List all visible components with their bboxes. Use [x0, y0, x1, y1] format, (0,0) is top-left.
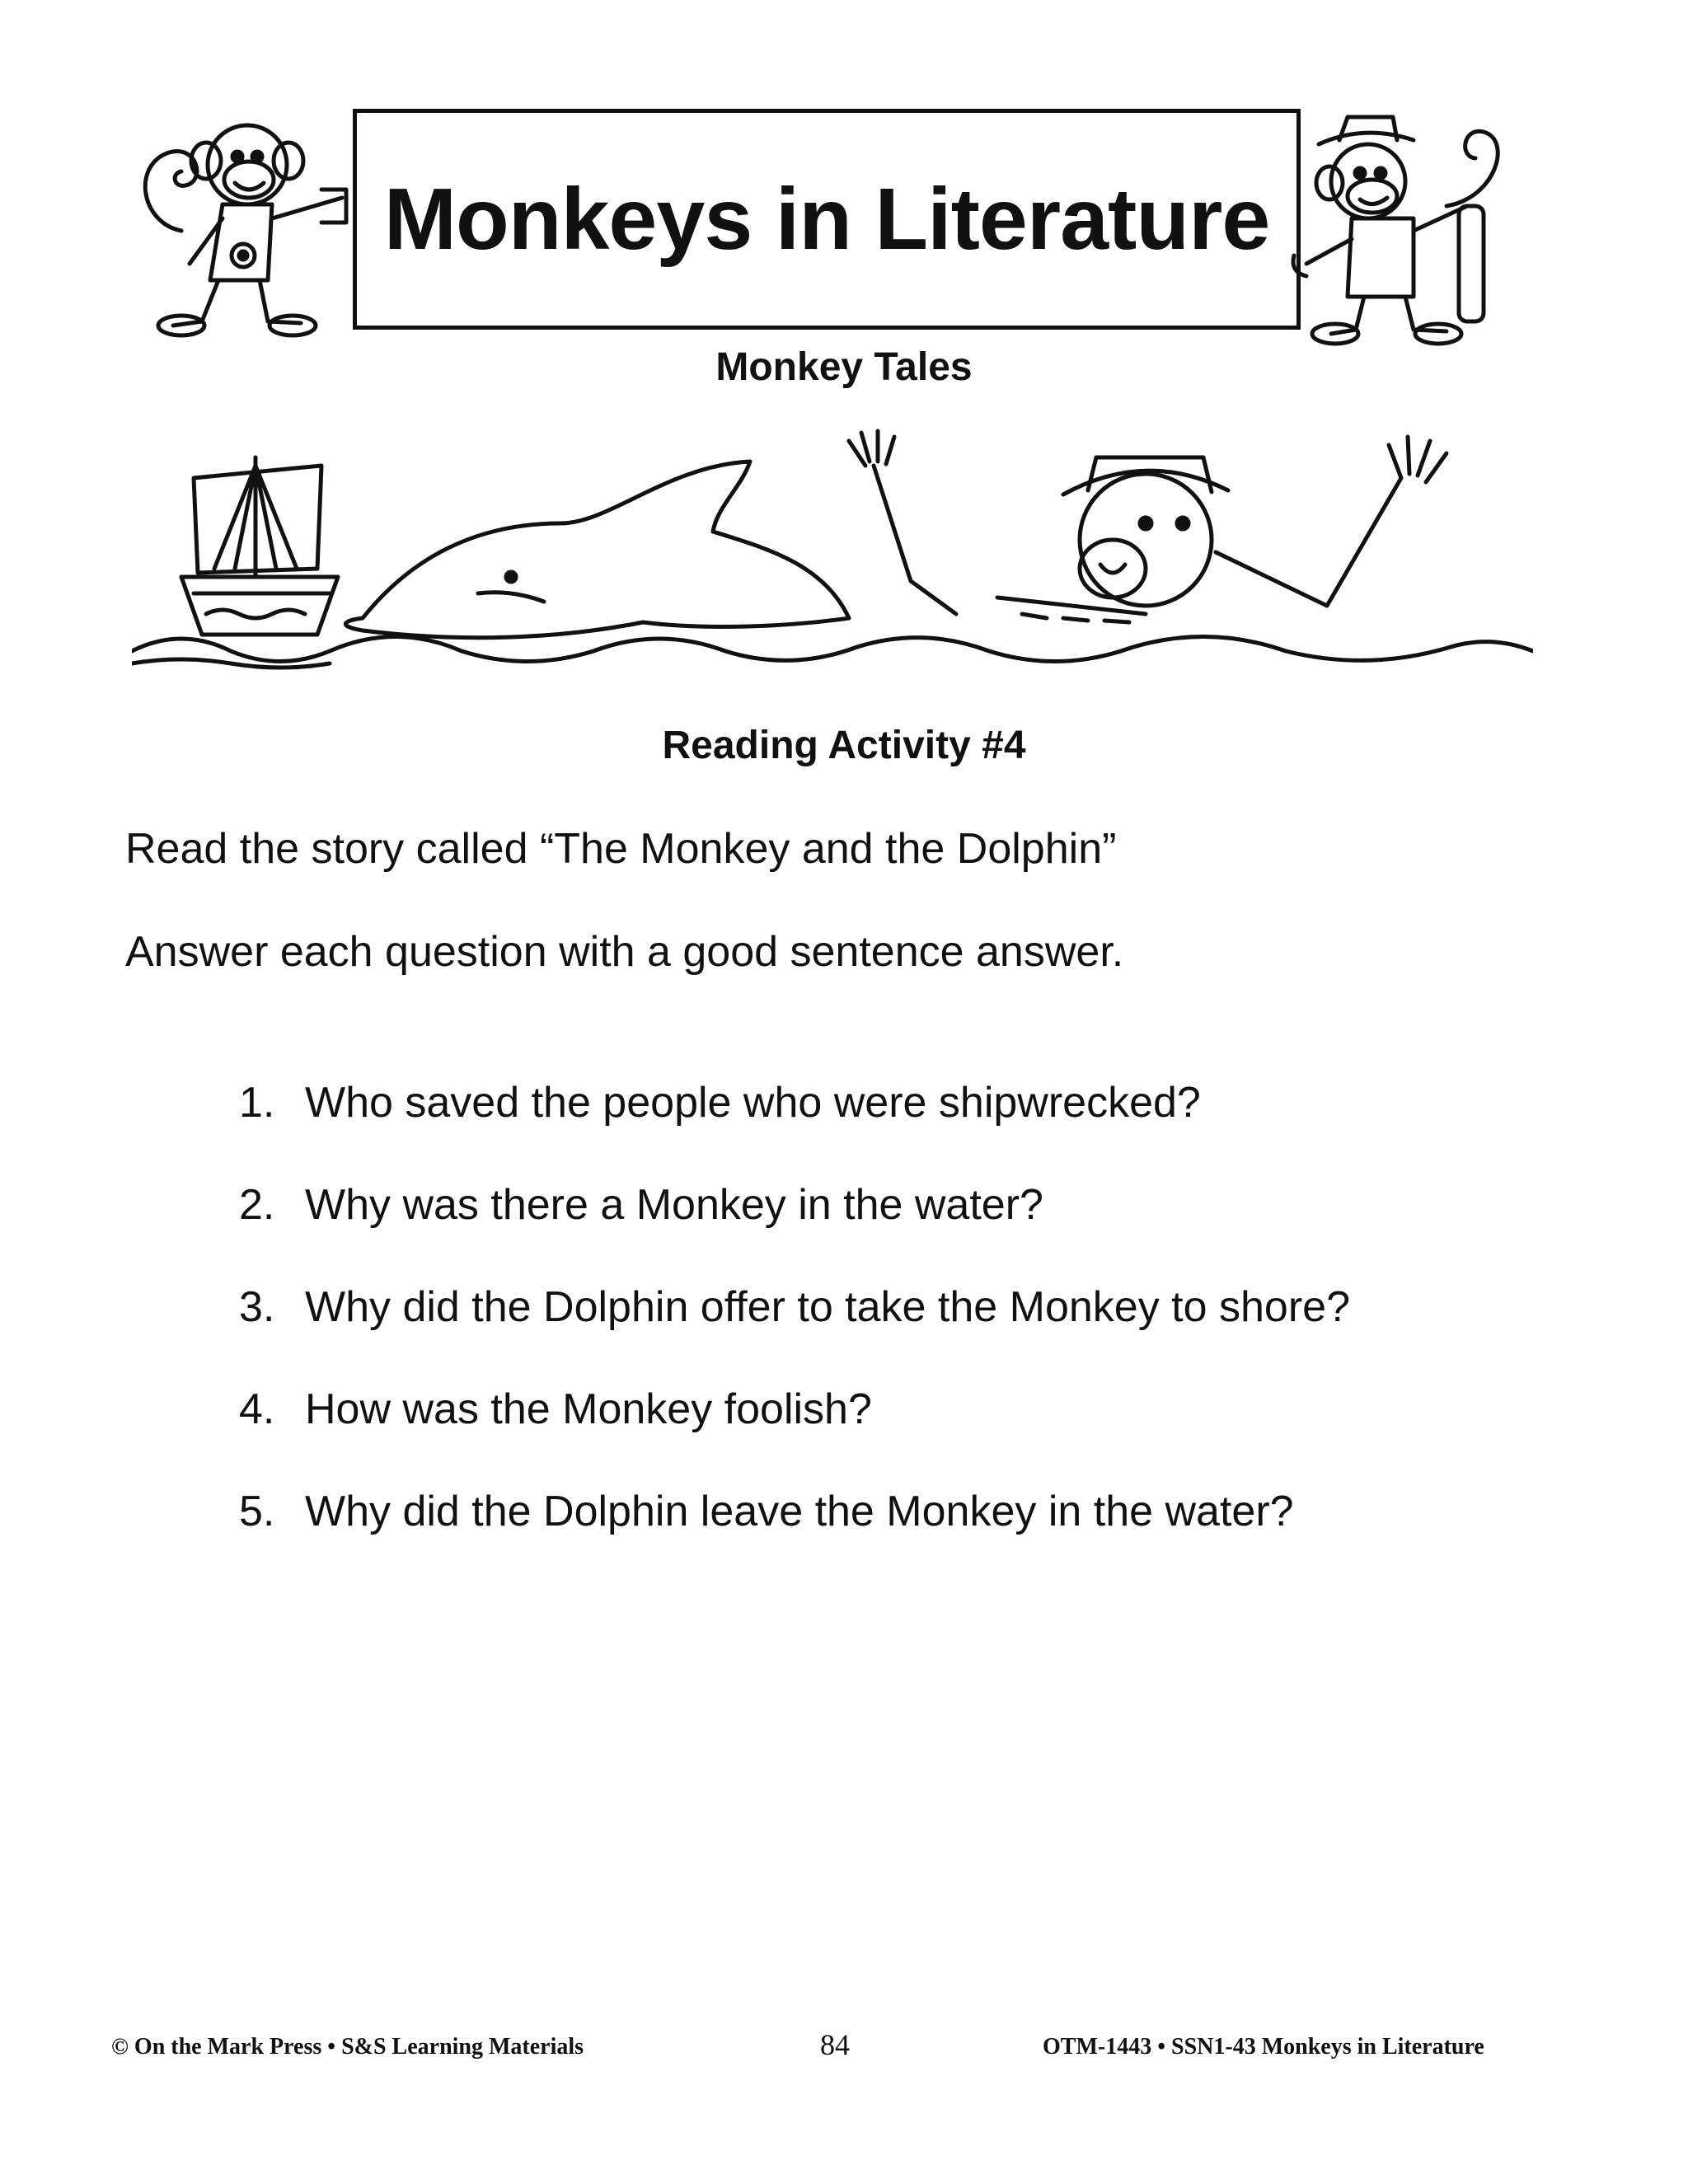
footer-publisher: © On the Mark Press • S&S Learning Materials: [111, 2034, 584, 2060]
monkey-with-hat-icon: [1290, 107, 1537, 354]
footer-page-number: 84: [820, 2028, 850, 2061]
drowning-monkey-icon: [849, 431, 1447, 622]
ship-icon: [181, 457, 338, 635]
question-text: Who saved the people who were shipwrecked?: [305, 1079, 1201, 1127]
question-list: [239, 1078, 1350, 1589]
question-item: [239, 1385, 1350, 1487]
question-text: Why was there a Monkey in the water?: [305, 1181, 1043, 1229]
dolphin-icon: [345, 462, 849, 638]
question-item: [239, 1180, 1350, 1282]
question-text: Why did the Dolphin offer to take the Monkey to shore?: [305, 1283, 1350, 1331]
instruction-answer: Answer each question with a good sentence answer.: [125, 928, 1124, 976]
question-number: 4.: [239, 1385, 275, 1433]
ship-dolphin-monkey-illustration: [132, 416, 1533, 680]
water-waves: [132, 637, 1533, 662]
page-subtitle: Monkey Tales: [715, 345, 973, 389]
question-item: [239, 1078, 1350, 1180]
question-text: Why did the Dolphin leave the Monkey in the water?: [305, 1488, 1294, 1535]
activity-heading: Reading Activity #4: [662, 724, 1026, 767]
footer-product-code: OTM-1443 • SSN1-43 Monkeys in Literature: [1043, 2034, 1484, 2060]
question-item: [239, 1487, 1350, 1589]
question-number: 1.: [239, 1079, 275, 1127]
monkey-holding-sign-icon: [124, 107, 363, 346]
page-title: Monkeys in Literature: [383, 170, 1270, 268]
question-number: 5.: [239, 1488, 275, 1535]
question-number: 3.: [239, 1283, 275, 1331]
question-number: 2.: [239, 1181, 275, 1229]
title-banner: [353, 109, 1301, 330]
instruction-read-story: Read the story called “The Monkey and the Dolphin”: [125, 825, 1117, 873]
question-text: How was the Monkey foolish?: [305, 1385, 872, 1433]
question-item: [239, 1282, 1350, 1385]
